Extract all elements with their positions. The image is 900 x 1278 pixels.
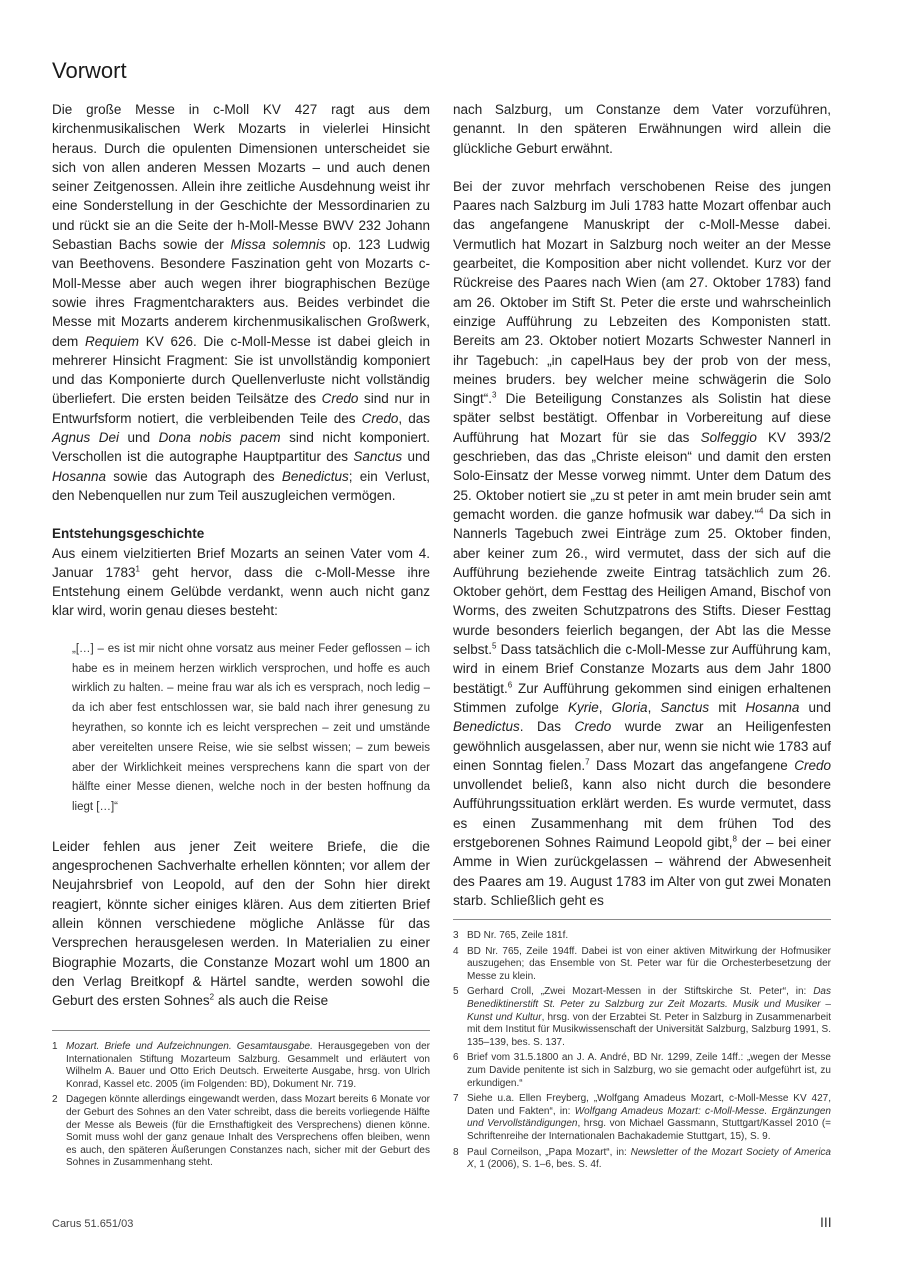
text-run: sind nicht komponiert. Verschollen ist die autographe Hauptpartitur des bbox=[52, 430, 430, 465]
origin-paragraph bbox=[52, 544, 430, 621]
footnote-text bbox=[467, 946, 831, 984]
text-run: ; ein Verlust, den Nebenquellen nur zum Teil auszugleichen vermögen. bbox=[52, 468, 430, 503]
right-column bbox=[453, 100, 831, 910]
text-run: geht hervor, dass die c-Moll-Messe ihre Entstehung einem Gelübde verdankt, wenn auch nicht ganz klar wird, worin genau dieses besteht: bbox=[52, 564, 430, 619]
footnote-ref: 1 bbox=[135, 564, 140, 574]
text-run: Paul Corneilson, „Papa Mozart“, in: bbox=[467, 1146, 631, 1158]
italic-text: Requiem bbox=[85, 333, 140, 349]
italic-text: Hosanna bbox=[52, 468, 107, 484]
intro-paragraph bbox=[52, 100, 430, 505]
text-run: Aus einem vielzitierten Brief Mozarts an seinen Vater vom 4. Januar 1783 bbox=[52, 545, 430, 580]
italic-text: Benedictus bbox=[453, 719, 520, 735]
text-run: . Das bbox=[519, 719, 575, 735]
text-run: sind nur in Entwurfsform notiert, die verbleibenden Teile des bbox=[52, 391, 430, 426]
text-run: Leider fehlen aus jener Zeit weitere Briefe, die die angesprochenen Sachverhalte erhellen könnten; vor allem der Neujahrsbrief von Leopold, auf den der Sohn hier direkt reagiert, könnte sicher einiges klären. Aus dem zitierten Brief allein können verschiedene mögliche Anlässe für das Versprechen herausgelesen werden. In Materialien zu einer Biographie Mozarts, die Constanze Mozart wohl um 1800 an den Verlag Breitkopf & Härtel sandte, werden sowohl die Geburt des ersten Sohnes bbox=[52, 838, 430, 1009]
italic-text: Dona nobis pacem bbox=[158, 430, 281, 446]
footnote-ref: 6 bbox=[507, 680, 513, 690]
text-run: , hrsg. von Michael Gassmann, Stuttgart/Kassel 2010 (= Schriftenreihe der Internationalen Bachakademie Stuttgart, 15), S. 9. bbox=[467, 1118, 831, 1142]
footnote-text bbox=[467, 1147, 831, 1172]
footnote-number: 6 bbox=[453, 1052, 459, 1064]
text-run: und bbox=[799, 699, 831, 715]
text-run: Dass tatsächlich die c-Moll-Messe zur Aufführung kam, wird in einem Brief Constanze Mozarts aus dem Jahr 1800 bestätigt. bbox=[453, 642, 831, 696]
footnote-number: 1 bbox=[52, 1041, 58, 1052]
footnote-number: 4 bbox=[453, 945, 459, 957]
footnote bbox=[52, 1041, 430, 1091]
footnote-text bbox=[467, 986, 831, 1049]
footnote bbox=[453, 1147, 831, 1172]
section-heading: Entstehungsgeschichte bbox=[52, 526, 205, 542]
footnote bbox=[453, 930, 831, 943]
text-run: nach Salzburg, um Constanze dem Vater vorzuführen, genannt. In den späteren Erwähnungen wird allein die glückliche Geburt erwähnt. bbox=[453, 102, 831, 156]
text-run: sowie das Autograph des bbox=[106, 468, 282, 484]
text-run: , hrsg. von der Erzabtei St. Peter in Salzburg in Zusammenarbeit mit dem Institut für Musikwissenschaft der Universität Salzburg, Salzburg 1991, S. 135–139, bes. S. 137. bbox=[467, 1011, 832, 1048]
text-run: als auch die Reise bbox=[214, 993, 329, 1009]
catalog-number: Carus 51.651/03 bbox=[52, 1218, 134, 1230]
left-column bbox=[52, 100, 430, 1011]
italic-text: Kyrie bbox=[567, 699, 599, 715]
text-run: unvollendet beließ, kann also nicht durch die besondere Aufführungssituation erklärt werden. Es wurde vermutet, dass es einen Zusammenhang mit dem frühen Tod des erstgeborenen Sohnes Raimund Leopold gibt, bbox=[453, 777, 831, 850]
text-run: Zur Aufführung gekommen sind einigen erhaltenen Stimmen zufolge bbox=[453, 680, 831, 715]
italic-text: Benedictus bbox=[281, 468, 349, 484]
text-run: KV 626. Die c-Moll-Messe ist dabei gleich in mehrerer Hinsicht Fragment: Sie ist unvollständig komponiert und das Komponierte durch Quellenverluste nicht vollständig überliefert. Die ersten beiden Teilsätze des bbox=[52, 333, 430, 407]
text-run: , bbox=[647, 699, 661, 715]
text-run: Brief vom 31.5.1800 an J. A. André, BD Nr. 1299, Zeile 14ff.: „wegen der Messe zum Davide penitente ist sich in Salzburg, wo sie gemacht oder aufgeführt ist, zu erkundigen.“ bbox=[467, 1052, 831, 1089]
italic-text: Das Benediktinerstift St. Peter zu Salzburg zur Zeit Mozarts. Musik und Musiker – Kunst und Kultur bbox=[467, 986, 831, 1023]
text-run: BD Nr. 765, Zeile 181f. bbox=[467, 930, 569, 941]
footnote-text bbox=[66, 1041, 430, 1091]
footnote-number: 7 bbox=[453, 1093, 459, 1105]
footnotes-right bbox=[453, 919, 831, 1175]
text-run: und bbox=[402, 449, 431, 465]
text-run: , bbox=[598, 699, 612, 715]
italic-text: Agnus Dei bbox=[52, 430, 120, 446]
text-run: Die Beteiligung Constanzes als Solistin hat diese später selbst bestätigt. Offenbar in Vorbereitung auf diese Aufführung hat Mozart für sie das bbox=[453, 391, 831, 445]
text-run: , 1 (2006), S. 1–6, bes. S. 4f. bbox=[473, 1159, 602, 1171]
italic-text: Solfeggio bbox=[700, 429, 757, 445]
footnote-ref: 5 bbox=[492, 641, 497, 651]
footnote-ref: 7 bbox=[585, 757, 590, 767]
italic-text: Newsletter of the Mozart Society of America X bbox=[467, 1146, 831, 1171]
italic-text: Credo bbox=[321, 391, 359, 407]
italic-text: Mozart. Briefe und Aufzeichnungen. Gesamtausgabe. bbox=[66, 1041, 313, 1052]
italic-text: Credo bbox=[361, 410, 399, 426]
footnote bbox=[453, 1093, 831, 1143]
footnote-text bbox=[467, 930, 831, 943]
text-run: Die große Messe in c-Moll KV 427 ragt aus dem kirchenmusikalischen Werk Mozarts in vielerlei Hinsicht heraus. Durch die opulenten Dimensionen unterscheidet sie sich von allen anderen Messen Mozarts – und auch denen seiner Zeitgenossen. Allein ihre zeitliche Ausdehnung weist ihr eine Sonderstellung in der Geschichte der Messordinarien zu und rückt sie an die Seite der h-Moll-Messe BWV 232 Johann Sebastian Bachs sowie der bbox=[52, 102, 430, 253]
footnote bbox=[453, 946, 831, 984]
footnote-ref: 4 bbox=[758, 506, 764, 516]
footnote-ref: 3 bbox=[492, 390, 497, 400]
italic-text: Credo bbox=[574, 719, 612, 735]
footnote-number: 3 bbox=[453, 930, 459, 941]
footnote-text bbox=[467, 1093, 831, 1143]
italic-text: Gloria bbox=[611, 699, 648, 715]
right-paragraph-2 bbox=[453, 177, 831, 910]
footnote-ref: 8 bbox=[732, 834, 737, 844]
footnote-number: 2 bbox=[52, 1094, 58, 1106]
text-run: wurde zwar an Heiligenfesten gewöhnlich ausgelassen, aber nur, wenn sie nicht wie 1783 auf einen Sonntag fielen. bbox=[453, 719, 831, 773]
footnote-text bbox=[467, 1052, 831, 1090]
footnotes-left bbox=[52, 1030, 430, 1173]
text-run: Siehe u.a. Ellen Freyberg, „Wolfgang Amadeus Mozart, c-Moll-Messe KV 427, Daten und Fakten“, in: bbox=[467, 1093, 831, 1117]
footnote-number: 5 bbox=[453, 986, 459, 998]
text-run: und bbox=[119, 430, 159, 446]
right-paragraph-1 bbox=[453, 100, 831, 158]
text-run: der – bei einer Amme in Wien zurückgelassen – während der Abwesenheit des Paares am 19. August 1783 im Alter von gut zwei Monaten starb. Schließlich geht es bbox=[453, 834, 831, 908]
page-number: III bbox=[820, 1214, 832, 1230]
italic-text: Hosanna bbox=[745, 699, 800, 715]
text-run: Dagegen könnte allerdings eingewandt werden, dass Mozart bereits 6 Monate vor der Geburt des Sohnes an den Vater schreibt, dass die bereits vorliegende Hälfte der Messe als Beweis (für die Ernsthaftigkeit des Versprechens) dienen könne. Somit muss wohl der ganz genaue Inhalt des Versprechens offen bleiben, wenn es auch, den späteren Äußerungen Constanzes nach, sicher mit der Geburt des Sohnes in Zusammenhang steht. bbox=[66, 1094, 430, 1169]
text-run: KV 393/2 geschrieben, das das „Christe eleison“ und damit den ersten Solo-Einsatz der Messe vorweg nimmt. Unter dem Datum des 25. Oktober notiert sie „zu st peter in amt mein bruder sein amt gemacht worden. die ganze hofmusik war dabey.“ bbox=[453, 429, 831, 522]
text-run: Bei der zuvor mehrfach verschobenen Reise des jungen Paares nach Salzburg im Juli 1783 hatte Mozart offenbar auch das angefangene Manuskript der c-Moll-Messe dabei. Vermutlich hat Mozart in Salzburg noch weiter an der Messe gearbeitet, die Komposition aber nicht vollendet. Kurz vor der Rückreise des Paares nach Wien (am 27. Oktober 1783) fand am 26. Oktober im Stift St. Peter die erste und wahrscheinlich einzige Aufführung zu Lebzeiten des Komponisten statt. Bereits am 23. Oktober notiert Mozarts Schwester Nannerl in ihr Tagebuch: „in capelHaus bey der prob von der mess, meines bruders. bey welcher meine schwägerin die Solo Singt“. bbox=[453, 178, 831, 407]
footnote bbox=[453, 986, 831, 1049]
text-run: op. 123 Ludwig van Beethovens. Besondere Faszination geht von Mozarts c-Moll-Messe aber auch wegen ihrer biographischen Bezüge sowie ihres Fragmentcharakters aus. Beides verbindet die Messe mit Mozarts anderem kirchenmusikalischen Großwerk, dem bbox=[52, 237, 430, 349]
italic-text: Wolfgang Amadeus Mozart: c-Moll-Messe. Ergänzungen und Vervollständigungen bbox=[467, 1105, 831, 1130]
letter-quote: „[…] – es ist mir nicht ohne vorsatz aus meiner Feder geflossen – ich habe es in meinem herzen wirklich versprochen, und hoffe es auch wirklich zu halten. – meine frau war als ich es versprach, noch ledig – da ich aber fest entschlossen war, sie bald nach ihrer genesung zu heyrathen, so konnte ich es leicht versprechen – zeit und umstände aber vereitelten unsere Reise, wie sie selbst wissen; – zum beweis aber der Wirklichkeit meines versprechens kann die spart von der hälfte einer Messe dienen, welche noch in der besten hoffnung da liegt […]“ bbox=[72, 642, 430, 814]
footnote-ref: 2 bbox=[209, 992, 215, 1002]
text-run: mit bbox=[709, 699, 746, 715]
footnote-text bbox=[66, 1094, 430, 1170]
italic-text: Sanctus bbox=[353, 449, 403, 465]
footnote bbox=[52, 1094, 430, 1170]
continuation-paragraph bbox=[52, 837, 430, 1011]
footnote bbox=[453, 1052, 831, 1090]
italic-text: Missa solemnis bbox=[230, 237, 326, 253]
text-run: Da sich in Nannerls Tagebuch zwei Einträge zum 25. Oktober finden, aber keiner zum 26., wird vermutet, dass der sich auf die Aufführung beziehende zweite Eintrag tatsächlich zum 26. Oktober gehört, dem Festtag des Heiligen Amand, Bischof von Worms, des zweiten Schutzpatrons des Stifts. Dieser Festtag wurde besonders feierlich begangen, der Abt las die Messe selbst. bbox=[453, 506, 831, 658]
text-run: , das bbox=[398, 410, 430, 426]
page-title: Vorwort bbox=[52, 58, 127, 83]
footnote-number: 8 bbox=[453, 1146, 459, 1158]
text-run: BD Nr. 765, Zeile 194ff. Dabei ist von einer aktiven Mitwirkung der Hofmusiker auszugehen; das Ensemble von St. Peter war für die Orchesterbesetzung der Messe zu klein. bbox=[467, 945, 831, 982]
italic-text: Sanctus bbox=[660, 699, 710, 715]
italic-text: Credo bbox=[794, 757, 831, 773]
text-run: Gerhard Croll, „Zwei Mozart-Messen in der Stiftskirche St. Peter“, in: bbox=[467, 986, 814, 998]
text-run: Herausgegeben von der Internationalen Stiftung Mozarteum Salzburg. Gesammelt und erläutert von Wilhelm A. Bauer und Otto Erich Deutsch. Erweiterte Ausgabe, hrsg. von Ulrich Konrad, Kassel etc. 2005 (im Folgenden: BD), Dokument Nr. 719. bbox=[66, 1041, 430, 1090]
text-run: Dass Mozart das angefangene bbox=[589, 757, 795, 773]
